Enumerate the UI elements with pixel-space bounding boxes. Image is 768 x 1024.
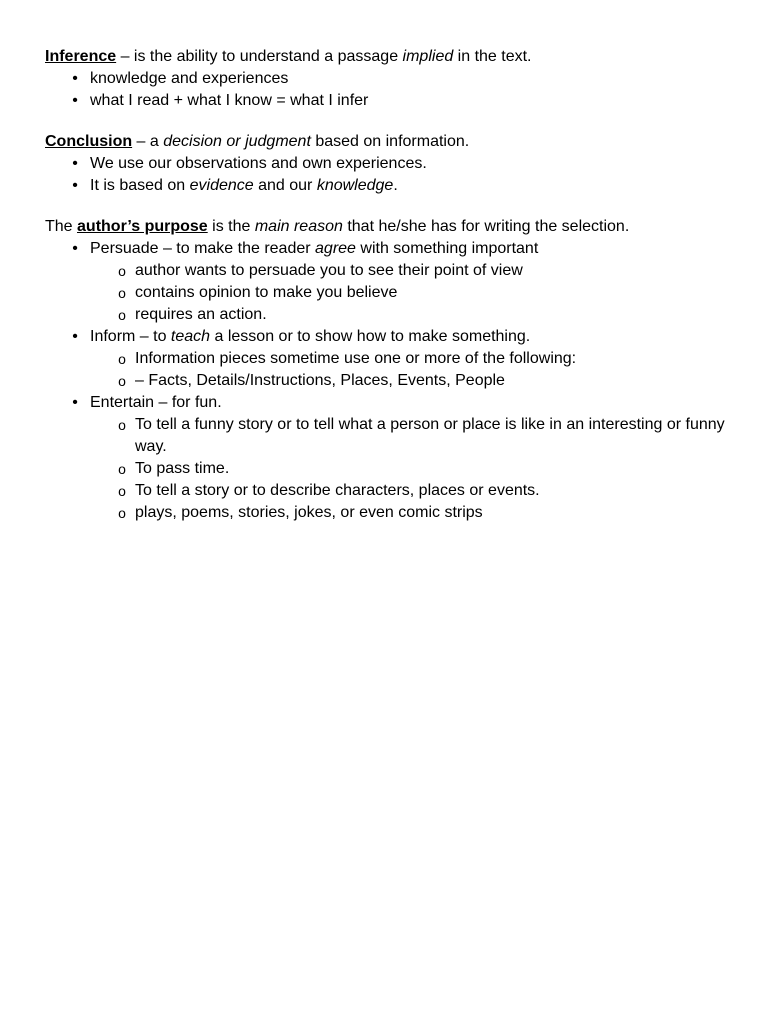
persuade-sub-text: requires an action. — [135, 306, 267, 323]
conclusion-bullet-text: We use our observations and own experiences. — [90, 155, 427, 172]
inference-bullet — [45, 90, 735, 112]
entertain-sub-text: plays, poems, stories, jokes, or even comic strips — [135, 504, 483, 521]
entertain-sub-text: To tell a story or to describe characters, places or events. — [135, 482, 540, 499]
purpose-definition — [45, 216, 735, 238]
inference-term: Inference — [45, 48, 117, 65]
bullet-icon: • — [72, 177, 78, 194]
purpose-text: is the — [207, 218, 255, 235]
persuade-sub-bullet — [45, 282, 735, 304]
circle-bullet-icon: o — [118, 351, 126, 367]
circle-bullet-icon: o — [118, 461, 126, 477]
inform-italic: teach — [170, 328, 211, 345]
persuade-sub-text: author wants to persuade you to see their point of view — [135, 262, 523, 279]
persuade-sub-bullet — [45, 260, 735, 282]
purpose-term: author’s purpose — [77, 218, 208, 235]
inference-definition — [45, 46, 735, 68]
entertain-text: Entertain – for fun. — [90, 394, 222, 411]
persuade-sub-text: contains opinion to make you believe — [135, 284, 398, 301]
inference-definition-text-end: in the text. — [453, 48, 532, 65]
bullet-icon: • — [72, 155, 78, 172]
persuade-italic: agree — [315, 240, 356, 257]
inform-text-end: a lesson or to show how to make something. — [210, 328, 531, 345]
inform-sub-bullet — [45, 370, 735, 392]
persuade-sub-bullet — [45, 304, 735, 326]
conclusion-bullet — [45, 153, 735, 175]
entertain-sub-bullet — [45, 458, 735, 480]
conclusion-bullet-italic: evidence — [189, 177, 254, 194]
inform-sub-text: Information pieces sometime use one or more of the following: — [135, 350, 577, 367]
entertain-sub-bullet — [45, 480, 735, 502]
conclusion-bullet-text: and our — [253, 177, 317, 194]
circle-bullet-icon: o — [118, 483, 126, 499]
inform-sub-bullet — [45, 348, 735, 370]
inform-bullet — [45, 326, 735, 348]
bullet-icon: • — [72, 328, 78, 345]
entertain-sub-bullet — [45, 502, 735, 524]
conclusion-bullet-text: It is based on — [90, 177, 190, 194]
conclusion-bullet — [45, 175, 735, 197]
circle-bullet-icon: o — [118, 505, 126, 521]
entertain-sub-bullet — [45, 414, 735, 458]
inference-bullet-text: what I read + what I know = what I infer — [90, 92, 369, 109]
conclusion-definition-italic: decision or judgment — [163, 133, 311, 150]
circle-bullet-icon: o — [118, 263, 126, 279]
bullet-icon: • — [72, 70, 78, 87]
conclusion-definition-text-end: based on information. — [310, 133, 470, 150]
entertain-bullet — [45, 392, 735, 414]
circle-bullet-icon: o — [118, 307, 126, 323]
circle-bullet-icon: o — [118, 285, 126, 301]
persuade-text: Persuade – to make the reader — [90, 240, 316, 257]
inference-bullet — [45, 68, 735, 90]
conclusion-definition-text: – a — [132, 133, 164, 150]
inform-sub-text: – Facts, Details/Instructions, Places, Events, People — [135, 372, 505, 389]
bullet-icon: • — [72, 240, 78, 257]
inference-definition-italic: implied — [402, 48, 454, 65]
inference-definition-text: – is the ability to understand a passage — [116, 48, 403, 65]
document-page — [45, 46, 735, 524]
entertain-sub-text: To tell a funny story or to tell what a person or place is like in an interesting or funny way. — [135, 416, 725, 455]
bullet-icon: • — [72, 92, 78, 109]
persuade-text-end: with something important — [355, 240, 539, 257]
bullet-icon: • — [72, 394, 78, 411]
entertain-sub-text: To pass time. — [135, 460, 230, 477]
inference-bullet-text: knowledge and experiences — [90, 70, 289, 87]
conclusion-bullet-text: . — [393, 177, 398, 194]
inform-text: Inform – to — [90, 328, 171, 345]
purpose-text-end: that he/she has for writing the selection. — [342, 218, 630, 235]
persuade-bullet — [45, 238, 735, 260]
conclusion-bullet-italic: knowledge — [316, 177, 394, 194]
purpose-lead: The — [45, 218, 78, 235]
conclusion-definition — [45, 131, 735, 153]
circle-bullet-icon: o — [118, 417, 126, 433]
purpose-italic: main reason — [254, 218, 343, 235]
conclusion-term: Conclusion — [45, 133, 133, 150]
circle-bullet-icon: o — [118, 373, 126, 389]
